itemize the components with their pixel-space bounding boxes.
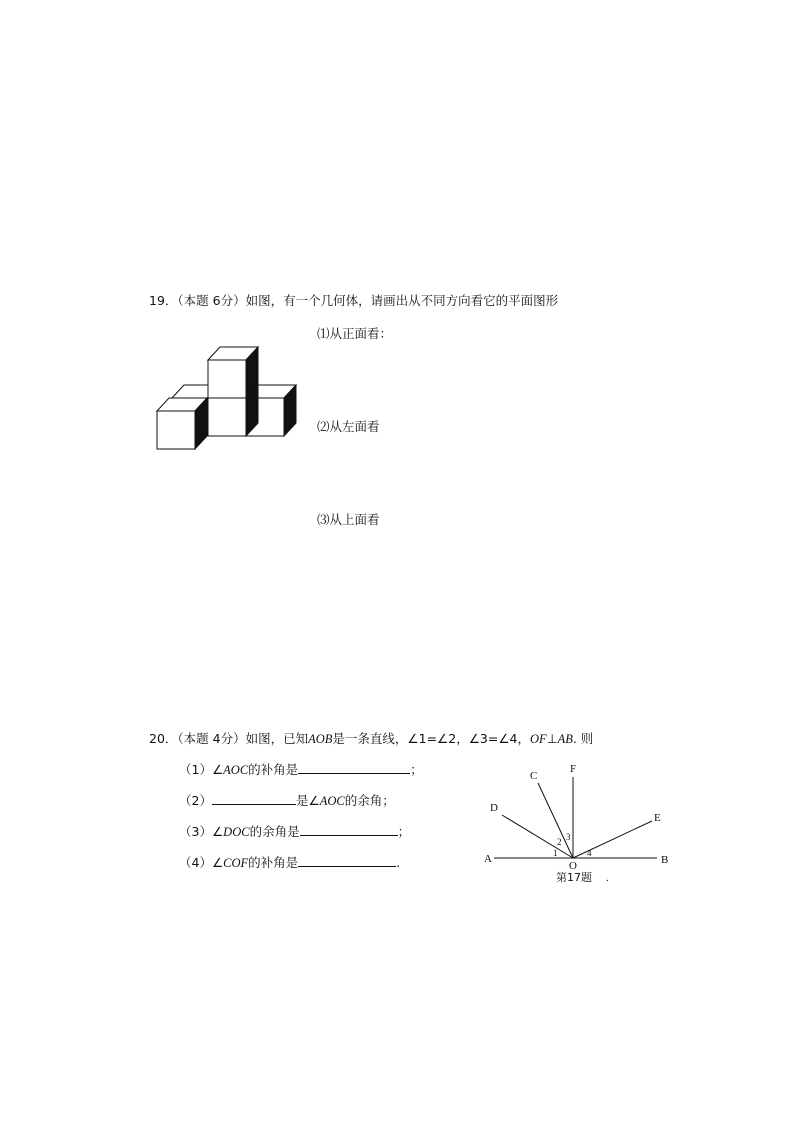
- item-end: .: [396, 855, 401, 870]
- item-end: ；: [410, 762, 423, 777]
- item-text: 的补角是: [248, 762, 299, 777]
- label-F: F: [570, 763, 577, 775]
- ray-OD: [502, 815, 573, 858]
- item-end: ；: [397, 824, 411, 839]
- q20-perp-sym: ⊥: [546, 731, 558, 746]
- angle-label-4: 4: [587, 848, 592, 858]
- item-text: 的补角是: [248, 855, 299, 870]
- q19-score: ．（本题 6分）: [164, 293, 246, 308]
- angle-label-1: 1: [553, 848, 558, 858]
- q19-view-front: ⑴从正面看：: [317, 326, 393, 341]
- q19-view-left: ⑵从左面看: [317, 419, 380, 434]
- q20-item-2: [179, 791, 395, 809]
- label-C: C: [530, 770, 538, 782]
- q20-line-name: AOB: [308, 732, 333, 746]
- q20-prompt-a: 如图，已知: [245, 731, 309, 746]
- angle-symbol: ∠: [211, 762, 224, 777]
- item-prefix: 是: [295, 793, 309, 808]
- q20-number: 20: [149, 731, 165, 746]
- cube-middle-front: [208, 398, 246, 436]
- cube-solid-figure: [150, 340, 310, 455]
- q19-view-top: ⑶从上面看: [317, 512, 380, 527]
- answer-blank-1[interactable]: [298, 760, 410, 774]
- item-text: 的余角；: [344, 793, 395, 808]
- ray-OE: [573, 821, 652, 858]
- q20-prompt-b: 是一条直线，∠1=∠2，∠3=∠4，: [332, 731, 531, 746]
- cube-top-front: [208, 360, 246, 398]
- angle-name: AOC: [223, 763, 249, 777]
- answer-blank-2[interactable]: [212, 791, 296, 805]
- angle-name: AOC: [319, 794, 345, 808]
- q19-prompt: 如图，有一个几何体，请画出从不同方向看它的平面图形: [245, 293, 559, 308]
- angle-label-3: 3: [566, 832, 571, 842]
- angle-name: DOC: [223, 825, 250, 839]
- angle-symbol: ∠: [308, 793, 320, 808]
- label-O: O: [569, 860, 577, 872]
- answer-blank-3[interactable]: [300, 822, 398, 836]
- cube-left-front: [157, 411, 195, 449]
- q19-header: [149, 291, 558, 309]
- label-B: B: [661, 854, 669, 866]
- angle-symbol: ∠: [211, 824, 224, 839]
- q20-header: [149, 729, 593, 747]
- item-number: （2）: [179, 793, 212, 808]
- q20-perp-a: OF: [530, 732, 547, 746]
- angle-figure: [470, 755, 680, 890]
- q20-prompt-end: . 则: [572, 731, 594, 746]
- q20-item-1: [179, 760, 423, 778]
- q20-perp-b: AB: [557, 732, 573, 746]
- ray-OC: [538, 783, 573, 858]
- q20-score: ．（本题 4分）: [164, 731, 246, 746]
- label-A: A: [484, 853, 492, 865]
- label-E: E: [654, 812, 661, 824]
- q20-item-3: [179, 822, 410, 840]
- item-number: （3）: [179, 824, 212, 839]
- label-D: D: [490, 802, 498, 814]
- angle-label-2: 2: [557, 837, 562, 847]
- angle-symbol: ∠: [211, 855, 224, 870]
- q19-number: 19: [149, 293, 165, 308]
- answer-blank-4[interactable]: [298, 853, 396, 867]
- item-number: （1）: [179, 762, 212, 777]
- figure-caption: 第17题: [556, 871, 592, 884]
- figure-caption-dot: .: [606, 872, 609, 884]
- item-text: 的余角是: [249, 824, 300, 839]
- angle-name: COF: [223, 856, 249, 870]
- q20-item-4: [179, 853, 400, 871]
- item-number: （4）: [179, 855, 212, 870]
